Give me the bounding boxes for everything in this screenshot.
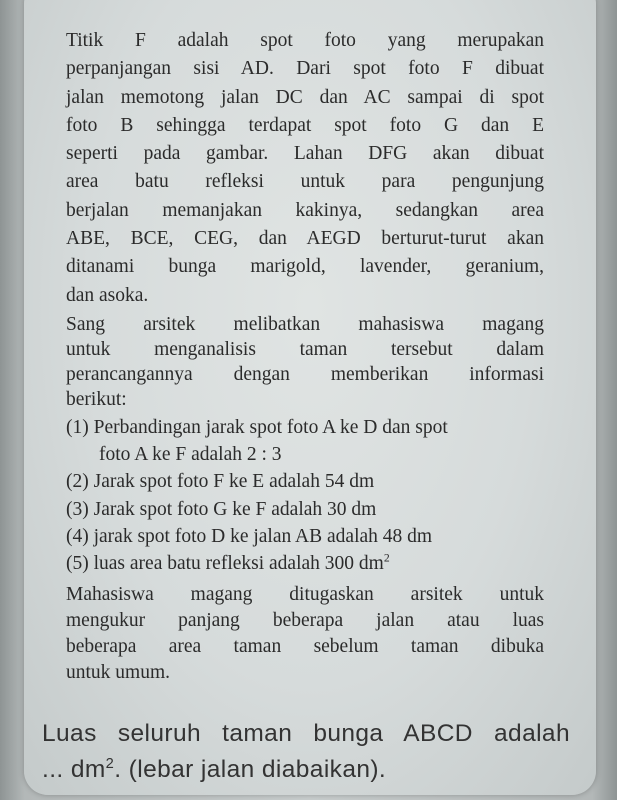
list-item: (1) Perbandingan jarak spot foto A ke D dan spot [66,416,448,438]
paragraph-intro [66,27,544,310]
text-line: Titik F adalah spot foto yang merupakan [66,30,544,51]
text-line: perpanjangan sisi AD. Dari spot foto F dibuat [66,58,544,80]
text-line: ditanami bunga marigold, lavender, geranium, [66,256,544,278]
text-line: untuk umum. [66,662,171,684]
text-line: dan asoka. [66,284,149,306]
list-item-text: (5) luas area batu refleksi adalah 300 dm [66,552,384,574]
text-line: seperti pada gambar. Lahan DFG akan dibuat [66,143,544,165]
list-item-continuation: foto A ke F adalah 2 : 3 [99,444,282,466]
superscript: 2 [383,551,390,565]
text-line: untuk menganalisis taman tersebut dalam [66,338,544,360]
text-line: jalan memotong jalan DC dan AC sampai di spot [66,86,544,108]
text-line: berjalan memanjakan kakinya, sedangkan area [66,199,544,221]
question-text [42,716,582,788]
paragraph-architect [66,312,544,412]
list-item: (3) Jarak spot foto G ke F adalah 30 dm [66,498,377,520]
text-line: mengukur panjang beberapa jalan atau luas [66,610,544,632]
list-item: (4) jarak spot foto D ke jalan AB adalah 48 dm [66,525,433,547]
superscript: 2 [105,755,115,772]
text-line: ABE, BCE, CEG, dan AEGD berturut-turut akan [66,228,544,250]
question-line: Luas seluruh taman bunga ABCD adalah [42,720,570,747]
text-line: area batu refleksi untuk para pengunjung [66,171,544,193]
text-line: Mahasiswa magang ditugaskan arsitek untuk [66,584,544,606]
text-line: beberapa area taman sebelum taman dibuka [66,636,544,658]
paragraph-task [66,582,544,686]
question-text-part: ... dm [42,756,106,783]
text-line: perancangannya dengan memberikan informasi [66,363,544,385]
problem-text [66,27,544,686]
text-line: berikut: [66,388,127,410]
list-item [66,550,544,577]
text-line: Sang arsitek melibatkan mahasiswa magang [66,313,544,335]
text-line: foto B sehingga terdapat spot foto G dan E [66,114,544,136]
question-line [42,752,582,788]
info-list [66,414,544,577]
question-text-part: . (lebar jalan diabaikan). [114,756,387,783]
list-item: (2) Jarak spot foto F ke E adalah 54 dm [66,471,375,493]
